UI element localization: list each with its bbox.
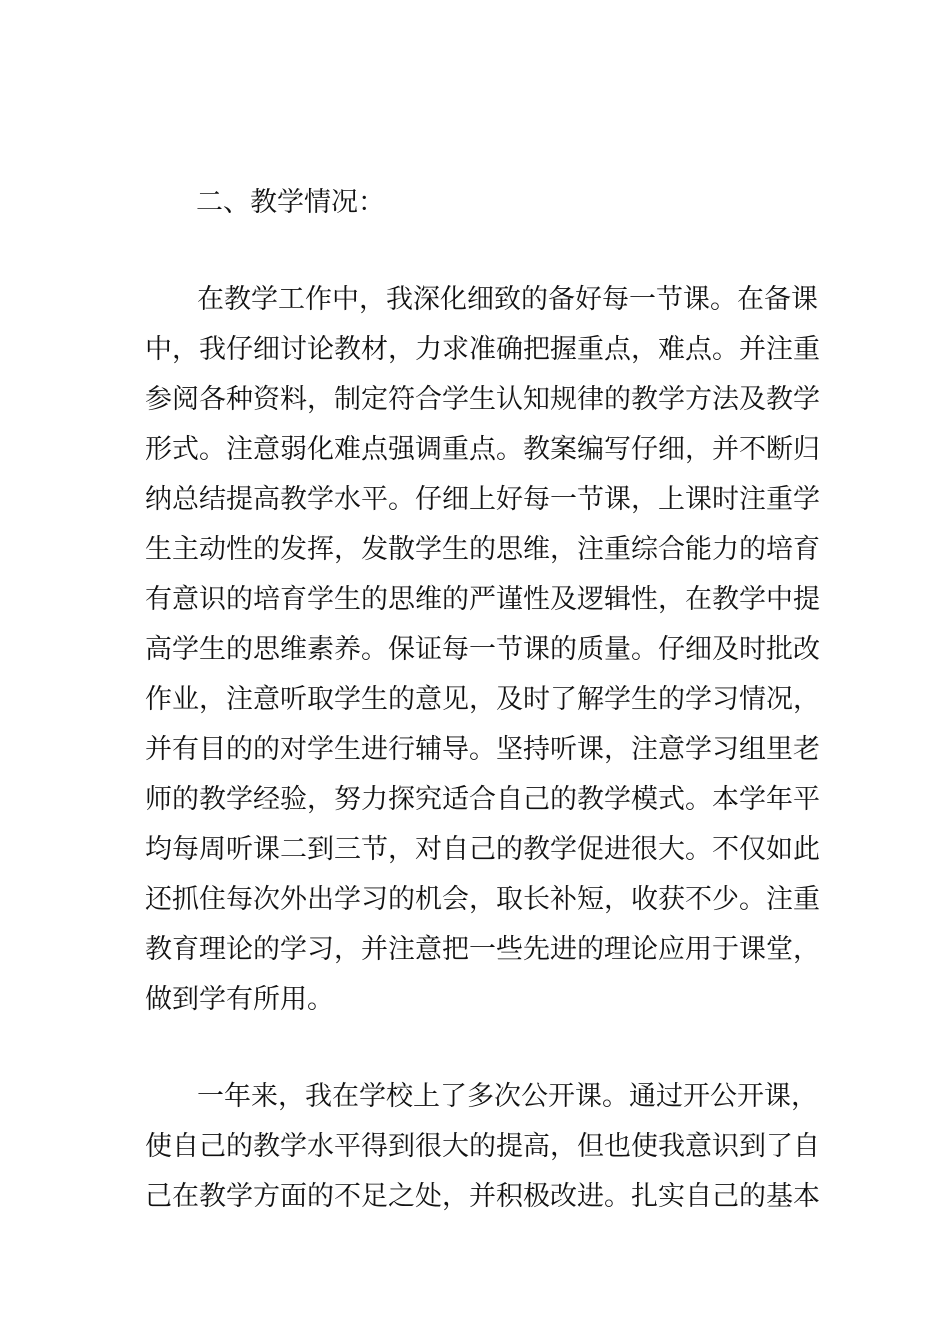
text-line: 纳总结提高教学水平。仔细上好每一节课，上课时注重学 (145, 484, 820, 515)
text-line: 有意识的培育学生的思维的严谨性及逻辑性，在教学中提 (145, 584, 820, 615)
text-line: 还抓住每次外出学习的机会，取长补短，收获不少。注重 (145, 884, 820, 915)
text-line: 参阅各种资料，制定符合学生认知规律的教学方法及教学 (145, 384, 820, 415)
paragraph-teaching-work (145, 275, 820, 1025)
text-line: 在教学工作中，我深化细致的备好每一节课。在备课 (197, 284, 818, 315)
text-line: 教育理论的学习，并注意把一些先进的理论应用于课堂， (145, 934, 820, 965)
text-line: 己在教学方面的不足之处，并积极改进。扎实自己的基本 (145, 1181, 820, 1212)
text-line: 师的教学经验，努力探究适合自己的教学模式。本学年平 (145, 784, 820, 815)
text-line: 中，我仔细讨论教材，力求准确把握重点，难点。并注重 (145, 334, 820, 365)
paragraph-open-lessons (145, 1072, 820, 1222)
text-line: 形式。注意弱化难点强调重点。教案编写仔细，并不断归 (145, 434, 820, 465)
section-heading: 二、教学情况： (196, 187, 385, 218)
text-line: 生主动性的发挥，发散学生的思维，注重综合能力的培育 (145, 534, 820, 565)
text-line: 并有目的的对学生进行辅导。坚持听课，注意学习组里老 (145, 734, 820, 765)
text-line: 一年来，我在学校上了多次公开课。通过开公开课， (197, 1081, 818, 1112)
text-line: 使自己的教学水平得到很大的提高，但也使我意识到了自 (145, 1131, 820, 1162)
text-line: 均每周听课二到三节，对自己的教学促进很大。不仅如此 (145, 834, 820, 865)
text-line: 高学生的思维素养。保证每一节课的质量。仔细及时批改 (145, 634, 820, 665)
text-line: 做到学有所用。 (145, 984, 334, 1015)
text-line: 作业，注意听取学生的意见，及时了解学生的学习情况， (145, 684, 820, 715)
